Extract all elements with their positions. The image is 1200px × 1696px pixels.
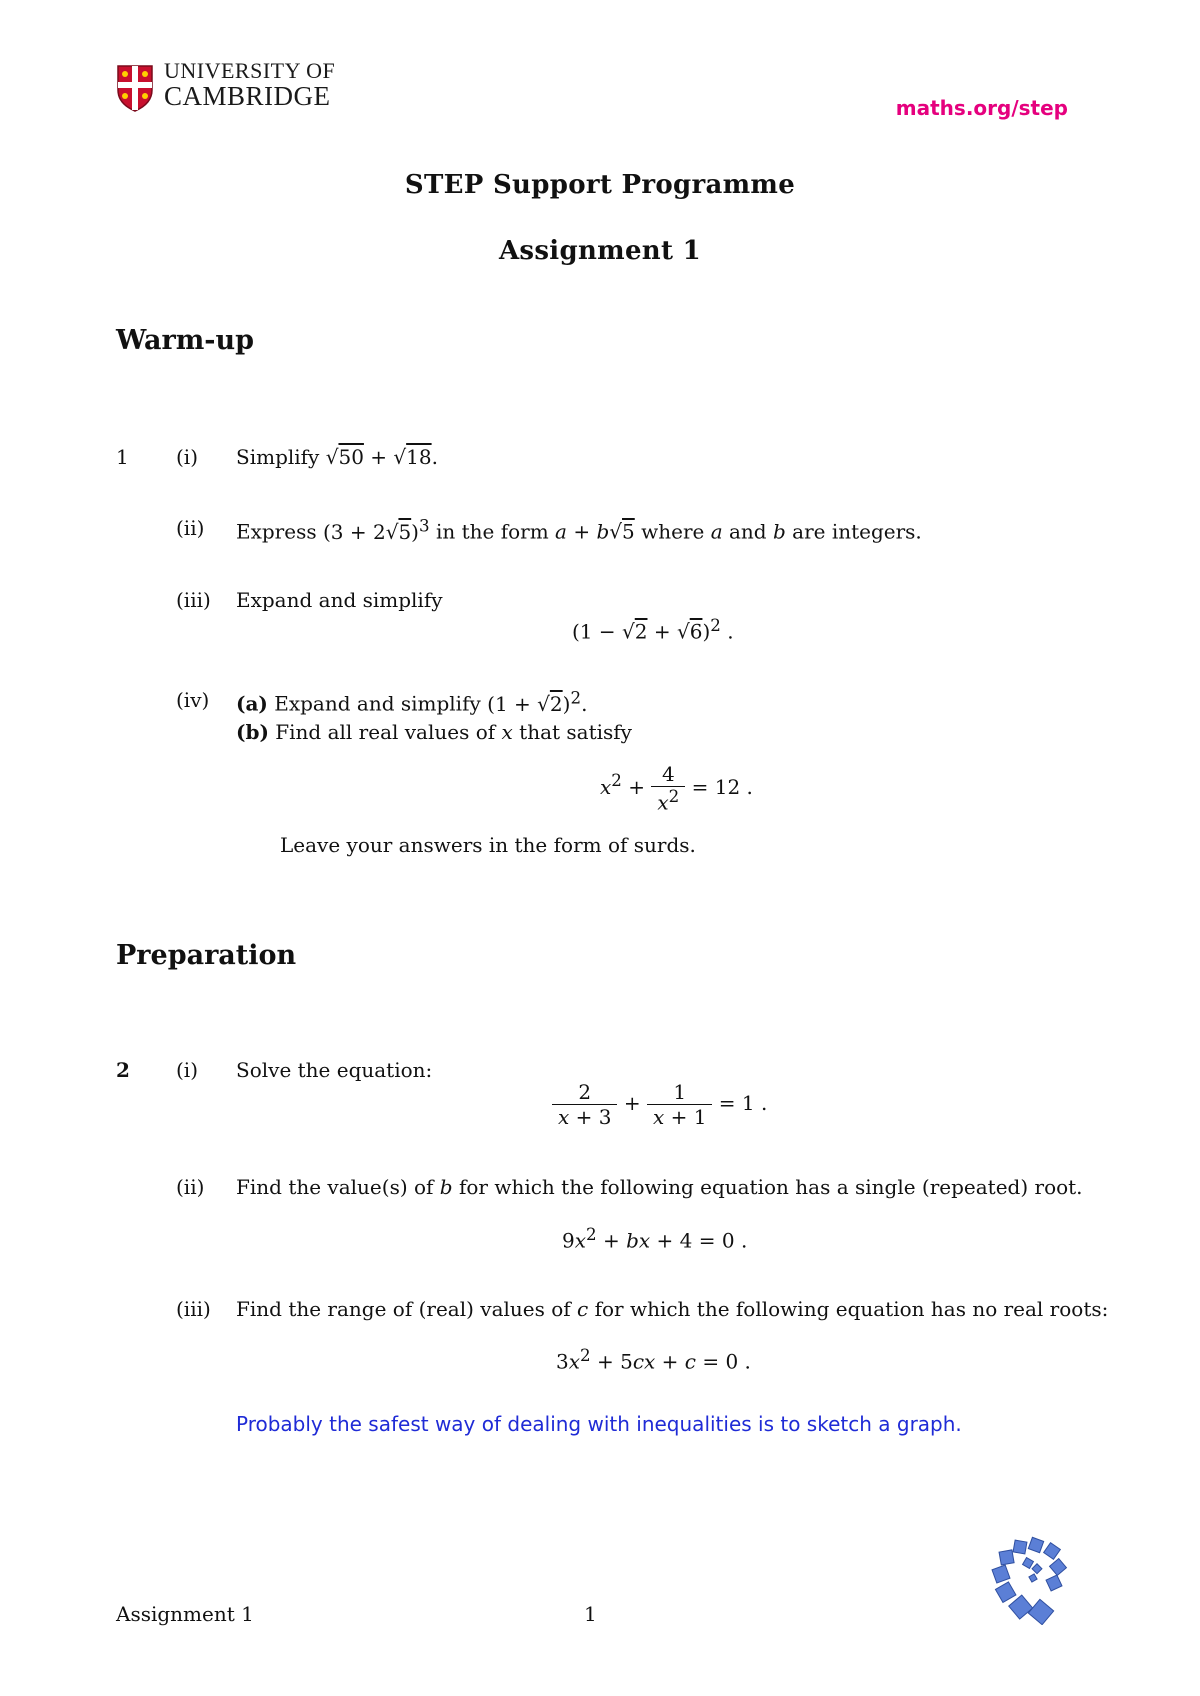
fraction: $\frac{2}{x + 3}$ [552, 1080, 617, 1129]
math-variable: b [772, 519, 786, 544]
math-variable: c [577, 1297, 589, 1321]
part-instruction: and [729, 519, 767, 544]
logo-line-cambridge: CAMBRIDGE [164, 81, 331, 111]
part-instruction: are integers. [792, 519, 922, 544]
question-text [236, 720, 632, 744]
part-instruction: Expand and simplify [274, 691, 481, 716]
section-heading-preparation: Preparation [116, 940, 297, 971]
page-title: STEP Support Programme [404, 170, 796, 200]
part-label: (ii) [176, 516, 205, 540]
assignment-title: Assignment 1 [498, 236, 702, 266]
section-heading-warmup: Warm-up [116, 325, 254, 356]
math-expression: $(1 + √2)^2$. [487, 688, 588, 716]
question-text [236, 1175, 1083, 1199]
part-instruction: Find the range of (real) values of [236, 1297, 571, 1321]
page-number: 1 [584, 1602, 597, 1626]
part-label: (i) [176, 445, 199, 469]
answer-instruction: Leave your answers in the form of surds. [280, 833, 696, 857]
math-display: $3x^2 + 5cx + c = 0$ . [556, 1346, 751, 1374]
part-label: (iii) [176, 588, 211, 612]
part-instruction: Simplify [236, 445, 320, 469]
part-instruction: Expand and simplify [236, 588, 443, 612]
university-wordmark [164, 60, 335, 110]
part-label: (iii) [176, 1297, 211, 1321]
part-instruction: for which the following equation has a single (repeated) root. [458, 1175, 1083, 1199]
subpart-label: (a) [236, 691, 268, 716]
question-text [236, 516, 922, 544]
part-label: (i) [176, 1058, 199, 1082]
math-display: $x^2$ + $\frac{4}{x^2}$ = 12 . [600, 762, 753, 815]
part-instruction: Express [236, 519, 317, 544]
question-text [236, 1297, 1108, 1321]
cambridge-crest-icon [116, 64, 154, 112]
site-link[interactable]: maths.org/step [895, 96, 1068, 120]
math-display: $\frac{2}{x + 3}$ + $\frac{1}{x + 1}$ = 1 . [552, 1080, 767, 1129]
question-number: 1 [116, 445, 129, 469]
math-variable: a [710, 519, 723, 544]
part-instruction: for which the following equation has no real roots: [594, 1297, 1109, 1321]
fraction: $\frac{1}{x + 1}$ [647, 1080, 712, 1129]
math-variable: b [439, 1175, 453, 1199]
math-expression: a + b√5 [555, 519, 635, 544]
fraction: $\frac{4}{x^2}$ [651, 762, 685, 815]
part-instruction: Find all real values of [275, 720, 496, 744]
hint-note: Probably the safest way of dealing with inequalities is to sketch a graph. [236, 1412, 962, 1436]
part-instruction: Find the value(s) of [236, 1175, 434, 1199]
part-label: (iv) [176, 688, 210, 712]
part-instruction: that satisfy [519, 720, 632, 744]
footer-assignment: Assignment 1 [116, 1602, 254, 1626]
part-instruction: in the form [435, 519, 549, 544]
math-display: $9x^2$ + bx + 4 = 0 . [562, 1225, 748, 1253]
part-instruction: where [641, 519, 705, 544]
logo-line-university: UNIVERSITY OF [164, 58, 336, 83]
part-instruction: Solve the equation: [236, 1058, 433, 1082]
question-text [236, 688, 587, 716]
step-spiral-logo-icon [990, 1535, 1070, 1625]
math-variable: x [501, 720, 513, 744]
math-expression: $(3 + 2√5)^3$ [322, 516, 430, 544]
part-label: (ii) [176, 1175, 205, 1199]
math-expression: √50 + √18. [325, 445, 438, 469]
question-text [236, 445, 438, 469]
question-number: 2 [116, 1058, 130, 1082]
subpart-label: (b) [236, 720, 269, 744]
math-display: $(1 - √2 + √6)^2$ . [572, 616, 734, 644]
